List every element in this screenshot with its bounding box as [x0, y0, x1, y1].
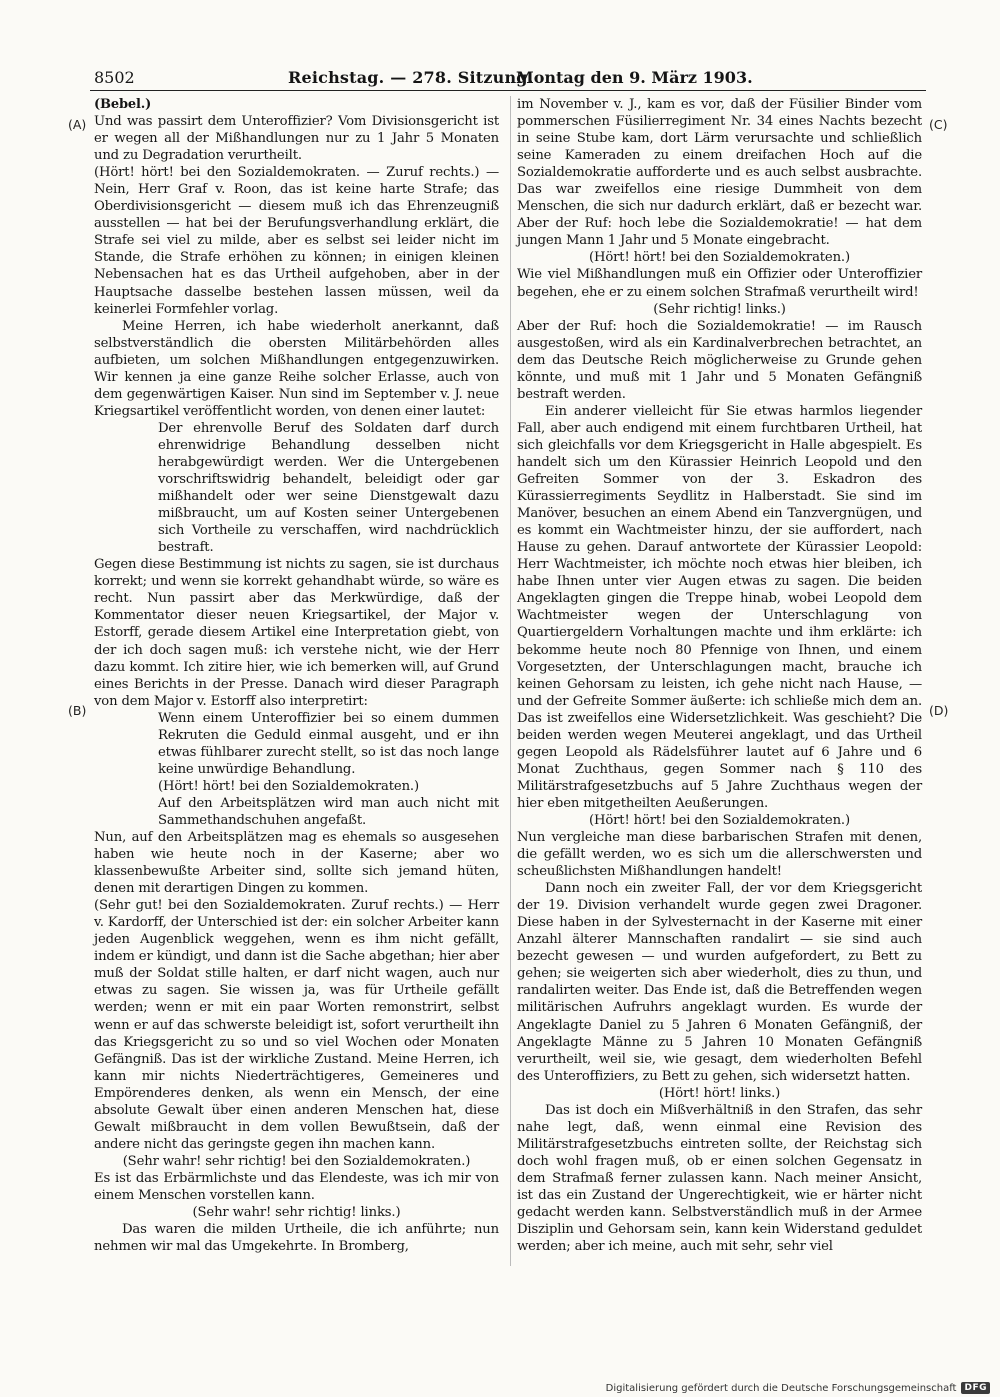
quoted-passage: (Hört! hört! bei den Sozialdemokraten.)	[158, 778, 419, 794]
interjection: (Hört! hört! bei den Sozialdemokraten.)	[589, 812, 850, 828]
paragraph: Das waren die milden Urtheile, die ich anführte; nun nehmen wir mal das Umgekehrte. In Bromberg,	[94, 1222, 499, 1255]
margin-marker-b: (B)	[68, 703, 87, 718]
margin-marker-d: (D)	[929, 703, 949, 718]
paragraph: Meine Herren, ich habe wiederholt anerkannt, daß selbstverständlich die obersten Militärbehörden alles aufbieten, um solchen Mißhandlungen entgegenzuwirken. Wir kennen ja eine ganze Reihe solcher Erlasse, auch von dem gegenwärtigen Kaiser. Nun sind im September v. J. neue Kriegsartikel veröffentlicht worden, von denen einer lautet:	[94, 318, 499, 419]
column-divider	[510, 96, 511, 1266]
interjection: (Sehr wahr! sehr richtig! bei den Sozialdemokraten.)	[122, 1153, 471, 1169]
paragraph: Gegen diese Bestimmung ist nichts zu sagen, sie ist durchaus korrekt; und wenn sie korrekt gehandhabt würde, so wäre es recht. Nun passirt aber das Merkwürdige, daß der Kommentator dieser neuen Kriegsartikel, der Major v. Estorff, gerade diesem Artikel eine Interpretation giebt, von der ich doch sagen muß: ich verstehe nicht, wie der Herr dazu kommt. Ich zitire hier, wie ich bemerken will, auf Grund eines Berichts in der Presse. Danach wird dieser Paragraph von dem Major v. Estorff also interpretirt:	[94, 557, 499, 709]
paragraph: im November v. J., kam es vor, daß der Füsilier Binder vom pommerschen Füsilierregiment Nr. 34 eines Nachts bezecht in seine Stube kam, dort Lärm verursachte und schließlich seine Kameraden zu einem dreifachen Hoch auf die Sozialdemokratie aufforderte und es auch selbst ausbrachte. Das war zweifellos eine riesige Dummheit von dem Menschen, die sich nur dadurch erklärt, daß er bezecht war. Aber der Ruf: hoch lebe die Sozialdemokratie! — hat dem jungen Mann 1 Jahr und 5 Monate eingebracht.	[517, 97, 922, 249]
quoted-passage: Wenn einem Unteroffizier bei so einem dummen Rekruten die Geduld einmal ausgeht, und er ihn etwas fühlbarer zurecht stellt, so ist das noch lange keine unwürdige Behandlung.	[158, 710, 499, 777]
left-column	[94, 96, 499, 1255]
dfg-logo: DFG	[961, 1382, 990, 1394]
paragraph: Nun, auf den Arbeitsplätzen mag es ehemals so ausgesehen haben wie heute noch in der Kaserne; aber wo klassenbewußte Arbeiter sind, sollte sich jemand hüten, denen mit derartigen Dingen zu kommen.	[94, 830, 499, 897]
session-title: Reichstag. — 278. Sitzung.	[288, 68, 534, 87]
paragraph: Wie viel Mißhandlungen muß ein Offizier oder Unteroffizier begehen, ehe er zu einem solchen Strafmaß verurtheilt wird!	[517, 267, 922, 300]
interjection: (Sehr richtig! links.)	[653, 301, 786, 317]
interjection: (Sehr wahr! sehr richtig! links.)	[192, 1205, 401, 1221]
quoted-passage: Auf den Arbeitsplätzen wird man auch nicht mit Sammethandschuhen angefaßt.	[158, 795, 499, 828]
paragraph: Und was passirt dem Unteroffizier? Vom Divisionsgericht ist er wegen all der Mißhandlungen nur zu 1 Jahr 5 Monaten und zu Degradation verurtheilt.	[94, 114, 499, 164]
interjection: (Hört! hört! bei den Sozialdemokraten.)	[589, 250, 850, 266]
margin-marker-a: (A)	[68, 117, 87, 132]
speaker-name: (Bebel.)	[94, 97, 152, 112]
session-date: Montag den 9. März 1903.	[516, 68, 753, 87]
page-header	[90, 64, 926, 91]
paragraph: Es ist das Erbärmlichste und das Elendeste, was ich mir von einem Menschen vorstellen kann.	[94, 1170, 499, 1203]
footer	[606, 1380, 990, 1396]
paragraph: (Hört! hört! bei den Sozialdemokraten. — Zuruf rechts.) — Nein, Herr Graf v. Roon, das ist keine harte Strafe; das Oberdivisionsgericht — diesem muß ich das Ehrenzeugniß ausstellen — hat bei der Berufungsverhandlung erklärt, die Strafe sei viel zu milde, aber es selbst sei leider nicht im Stande, die Strafe erhöhen zu können; in einigen kleinen Nebensachen hat es das Urtheil aufgehoben, aber in der Hauptsache dasselbe bestehen lassen müssen, weil da keinerlei Formfehler vorlag.	[94, 165, 499, 317]
interjection: (Hört! hört! links.)	[658, 1085, 781, 1101]
paragraph: (Sehr gut! bei den Sozialdemokraten. Zuruf rechts.) — Herr v. Kardorff, der Unterschied ist der: ein solcher Arbeiter kann jeden Augenblick weggehen, wenn es ihm nicht gefällt, indem er kündigt, und dann ist die Sache abgethan; hier aber muß der Soldat stille halten, er darf nicht wagen, auch nur etwas zu sagen. Sie wissen ja, was für Urtheile gefällt werden; wenn er mit ein paar Worten remonstrirt, selbst wenn er auf das schwerste beleidigt ist, sofort verurtheilt ihn das Kriegsgericht zu so und so viel Wochen oder Monaten Gefängniß. Das ist der wirkliche Zustand. Meine Herren, ich kann mir nichts Niederträchtigeres, Gemeineres und Empörenderes denken, als wenn ein Mensch, der eine absolute Gewalt über einen anderen Menschen hat, diese Gewalt mißbraucht in dem vollen Bewußtsein, daß der andere nicht das geringste gegen ihn machen kann.	[94, 898, 499, 1152]
paragraph: Nun vergleiche man diese barbarischen Strafen mit denen, die gefällt werden, wo es sich um die allerschwersten und scheußlichsten Mißhandlungen handelt!	[517, 830, 922, 880]
margin-marker-c: (C)	[929, 117, 948, 132]
right-column	[517, 96, 922, 1255]
paragraph: Dann noch ein zweiter Fall, der vor dem Kriegsgericht der 19. Division verhandelt wurde gegen zwei Dragoner. Diese haben in der Sylvesternacht in der Kaserne mit einer Anzahl älterer Mannschaften randalirt — sie sind auch bezecht gewesen — und wurden aufgefordert, zu Bett zu gehen; sie weigerten sich aber wiederholt, dies zu thun, und randalirten weiter. Das Ende ist, daß die Betreffenden wegen militärischen Aufruhrs angeklagt wurden. Es wurde der Angeklagte Daniel zu 5 Jahren 6 Monaten Gefängniß, der Angeklagte Männe zu 5 Jahren 10 Monaten Gefängniß verurtheilt, weil sie, wie gesagt, dem wiederholten Befehl des Unteroffiziers, zu Bett zu gehen, sich widersetzt hatten.	[517, 881, 922, 1084]
quoted-passage: Der ehrenvolle Beruf des Soldaten darf durch ehrenwidrige Behandlung desselben nicht herabgewürdigt werden. Wer die Untergebenen vorschriftswidrig behandelt, beleidigt oder gar mißhandelt oder wer seine Dienstgewalt dazu mißbraucht, um auf Kosten seiner Untergebenen sich Vortheile zu verschaffen, wird nachdrücklich bestraft.	[158, 420, 499, 556]
footer-credit: Digitalisierung gefördert durch die Deutsche Forschungsgemeinschaft	[605, 1382, 957, 1394]
paragraph: Ein anderer vielleicht für Sie etwas harmlos liegender Fall, aber auch endigend mit einem furchtbaren Urtheil, hat sich gleichfalls vor dem Kriegsgericht in Halle abgespielt. Es handelt sich um den Kürassier Heinrich Leopold und den Gefreiten Sommer von der 3. Eskadron des Kürassierregiments Seydlitz in Halberstadt. Sie sind im Manöver, besuchen an einem Abend ein Tanzvergnügen, und es kommt ein Wachtmeister hinzu, der sie auffordert, nach Hause zu gehen. Darauf antwortete der Kürassier Leopold: Herr Wachtmeister, ich möchte noch etwas hier bleiben, ich habe Ihnen unter vier Augen etwas zu sagen. Die beiden Angeklagten gingen die Treppe hinab, wobei Leopold dem Wachtmeister wegen der Unterschlagung von Quartiergeldern Vorhaltungen machte und ihm erklärte: ich bekomme heute noch 80 Pfennige von Ihnen, und einem Vorgesetzten, der Unterschlagungen macht, brauche ich keinen Gehorsam zu leisten, ich gehe nicht nach Hause, — und der Gefreite Sommer äußerte: ich schließe mich dem an. Das ist zweifellos eine Widersetzlichkeit. Was geschieht? Die beiden werden wegen Meuterei angeklagt, und das Urtheil gegen Leopold als Rädelsführer lautet auf 6 Jahre und 6 Monat Zuchthaus, gegen Sommer nach § 110 des Militärstrafgesetzbuchs auf 5 Jahre Zuchthaus wegen der hier eben mitgetheilten Aeußerungen.	[517, 403, 922, 811]
page-number: 8502	[94, 68, 135, 87]
paragraph: Das ist doch ein Mißverhältniß in den Strafen, das sehr nahe legt, daß, wenn einmal eine Revision des Militärstrafgesetzbuchs eintreten sollte, der Reichstag sich doch wohl fragen muß, ob er einen solchen Gegensatz in dem Strafmaß ferner zulassen kann. Nach meiner Ansicht, ist das ein Zustand der Ungerechtigkeit, wie er härter nicht gedacht werden kann. Selbstverständlich muß in der Armee Disziplin und Gehorsam sein, kann kein Widerstand geduldet werden; aber ich meine, auch mit sehr, sehr viel	[517, 1102, 922, 1255]
paragraph: Aber der Ruf: hoch die Sozialdemokratie! — im Rausch ausgestoßen, wird als ein Kardinalverbrechen betrachtet, an dem das Deutsche Reich möglicherweise zu Grunde gehen könnte, und muß mit 1 Jahr und 5 Monaten Gefängniß bestraft werden.	[517, 318, 922, 402]
